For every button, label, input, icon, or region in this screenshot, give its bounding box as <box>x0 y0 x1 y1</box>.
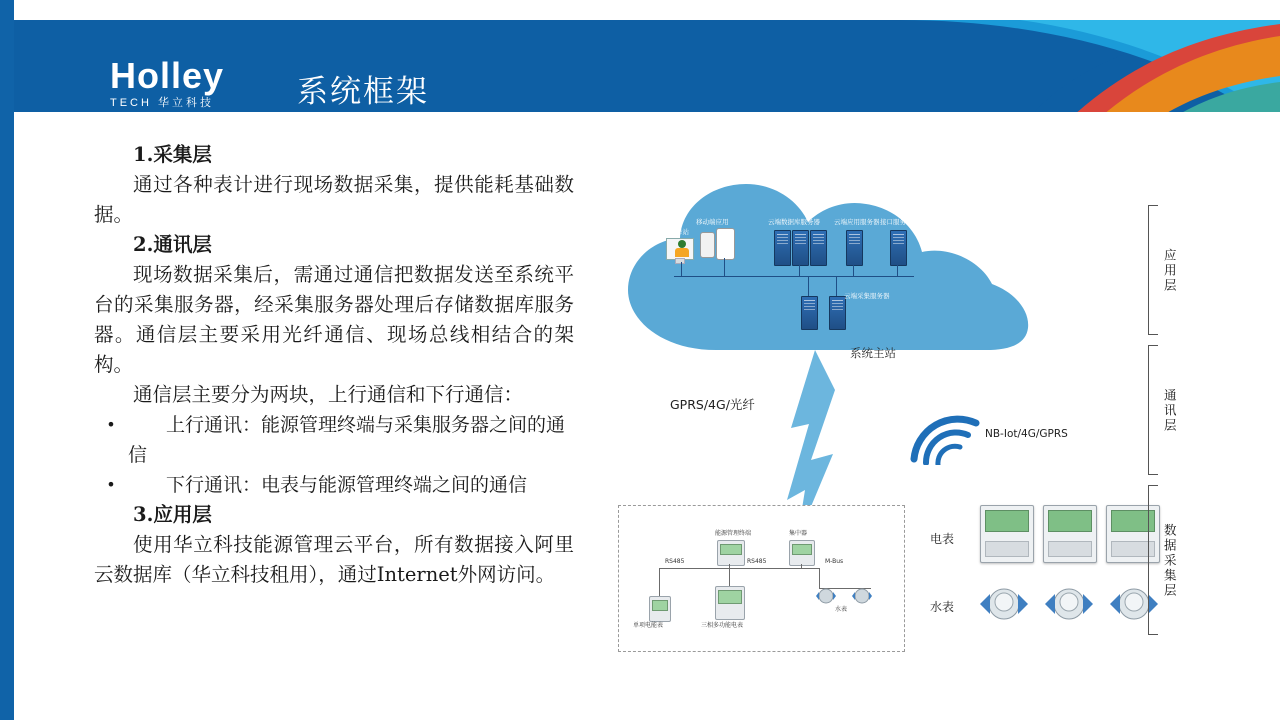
layer-communication-char-0: 通 <box>1164 387 1177 403</box>
label-db-server: 云端数据库服务器 <box>768 218 820 226</box>
section-3-title: 3.应用层 <box>133 503 212 526</box>
layer-application <box>1148 205 1208 335</box>
layer-data-collection-char-2: 采 <box>1164 552 1177 568</box>
cloud-bus-drop-5 <box>897 264 898 276</box>
brand-logo <box>110 55 290 109</box>
layer-communication-char-1: 讯 <box>1164 402 1177 418</box>
section-1-title: 1.采集层 <box>133 143 212 166</box>
label-rs485-b: RS485 <box>747 558 767 565</box>
label-app-server: 云端应用服务器 <box>834 218 880 226</box>
label-rs485-a: RS485 <box>665 558 685 565</box>
water-meter-big-icon-2 <box>1043 585 1089 619</box>
bus-drop-three-phase <box>729 568 730 586</box>
section-3-body: 使用华立科技能源管理云平台，所有数据接入阿里云数据库（华立科技租用），通过Internet外网访问。 <box>94 533 574 586</box>
left-edge-bar <box>0 0 14 720</box>
label-water-meter-group: 水表 <box>930 600 955 614</box>
cloud-bus-drop-1 <box>681 262 682 276</box>
layer-data-collection-char-1: 据 <box>1164 537 1177 553</box>
db-server-icon-2 <box>792 230 809 266</box>
architecture-diagram <box>600 150 1200 680</box>
bullet-item-downlink-text: 下行通讯：电表与能源管理终端之间的通信 <box>166 474 528 496</box>
collect-server-icon-2 <box>829 296 846 330</box>
bus-drop-water <box>819 568 820 588</box>
page-title: 系统框架 <box>297 74 429 110</box>
label-single-phase-meter: 单项电能表 <box>633 622 664 629</box>
db-server-icon-1 <box>774 230 791 266</box>
content-text-column <box>94 140 574 590</box>
admin-avatar-icon <box>678 240 686 248</box>
label-three-phase-meter: 三相多功能电表 <box>701 622 744 629</box>
water-meter-icon-1 <box>815 588 837 604</box>
section-2-body-2: 通信层主要分为两块，上行通信和下行通信： <box>133 383 524 406</box>
collect-server-icon-1 <box>801 296 818 330</box>
single-phase-meter-icon <box>649 596 671 622</box>
bus-drop-single-phase <box>659 568 660 596</box>
label-electric-meter-group: 电表 <box>930 532 955 546</box>
layer-data-collection <box>1148 485 1208 635</box>
label-wireless-media: NB-Iot/4G/GPRS <box>985 428 1068 440</box>
wireless-signal-icon <box>910 415 980 465</box>
bus-line-terminal <box>659 568 819 569</box>
label-collect-server: 云端采集服务器 <box>844 292 890 300</box>
bullet-item-downlink <box>94 470 574 500</box>
concentrator-icon <box>789 540 815 566</box>
layer-communication <box>1148 345 1208 475</box>
admin-workstation-stand <box>675 258 685 264</box>
bullet-item-uplink <box>94 410 574 470</box>
layer-data-collection-char-3: 集 <box>1164 567 1177 583</box>
cloud-bus-line <box>674 276 914 277</box>
label-mobile-app: 移动端应用 <box>696 218 729 226</box>
water-meter-icon-2 <box>851 588 873 604</box>
logo-main-text: Holley <box>110 55 225 96</box>
label-api-server: 接口服务 <box>880 218 906 226</box>
label-energy-terminal: 能源管理终端 <box>715 530 752 537</box>
layer-bracket-group <box>1148 205 1208 645</box>
mobile-phone-icon-2 <box>716 228 735 260</box>
energy-terminal-icon <box>717 540 745 566</box>
label-mbus: M-Bus <box>825 558 844 565</box>
slide-header <box>14 20 1280 112</box>
cloud-bus-drop-2 <box>724 258 725 276</box>
db-server-icon-3 <box>810 230 827 266</box>
header-decoration <box>720 20 1280 112</box>
cloud-contents <box>618 180 1038 360</box>
layer-application-char-2: 层 <box>1164 277 1177 293</box>
bullet-item-uplink-text: 上行通讯：能源管理终端与采集服务器之间的通信 <box>128 414 566 466</box>
cloud-bus-drop-4 <box>853 264 854 276</box>
app-server-icon <box>846 230 863 266</box>
cloud-bus-drop-6 <box>808 276 809 296</box>
api-server-icon <box>890 230 907 266</box>
bus-drop-concentrator <box>801 564 802 568</box>
layer-data-collection-char-0: 数 <box>1164 522 1177 538</box>
admin-avatar-body-icon <box>675 248 689 257</box>
logo-sub-text: TECH 华立科技 <box>110 97 214 109</box>
cloud-bus-drop-7 <box>836 276 837 296</box>
bullet-marker-icon-2: • <box>106 475 116 494</box>
section-2-body: 现场数据采集后，需通过通信把数据发送至系统平台的采集服务器，经采集服务器处理后存储数据库服务器。通信层主要采用光纤通信、现场总线相结合的架构。 <box>94 263 574 376</box>
three-phase-meter-icon <box>715 586 745 620</box>
section-1-body: 通过各种表计进行现场数据采集，提供能耗基础数据。 <box>94 173 574 226</box>
label-concentrator: 集中器 <box>789 530 808 537</box>
section-2-title: 2.通讯层 <box>133 233 212 256</box>
water-meter-big-icon-1 <box>978 585 1024 619</box>
field-device-group <box>618 505 905 652</box>
mobile-phone-icon-1 <box>700 232 715 258</box>
label-water-meter-field: 水表 <box>835 606 848 613</box>
label-admin-workstation: 管理员工作站 <box>650 228 689 236</box>
layer-application-char-0: 应 <box>1164 247 1177 263</box>
electric-meter-icon-1 <box>980 505 1034 563</box>
bullet-marker-icon: • <box>106 415 116 434</box>
label-uplink-media: GPRS/4G/光纤 <box>670 397 755 412</box>
label-system-master: 系统主站 <box>850 346 896 360</box>
layer-data-collection-char-4: 层 <box>1164 582 1177 598</box>
layer-communication-char-2: 层 <box>1164 417 1177 433</box>
layer-application-char-1: 用 <box>1164 262 1177 278</box>
cloud-bus-drop-3 <box>799 264 800 276</box>
electric-meter-icon-2 <box>1043 505 1097 563</box>
